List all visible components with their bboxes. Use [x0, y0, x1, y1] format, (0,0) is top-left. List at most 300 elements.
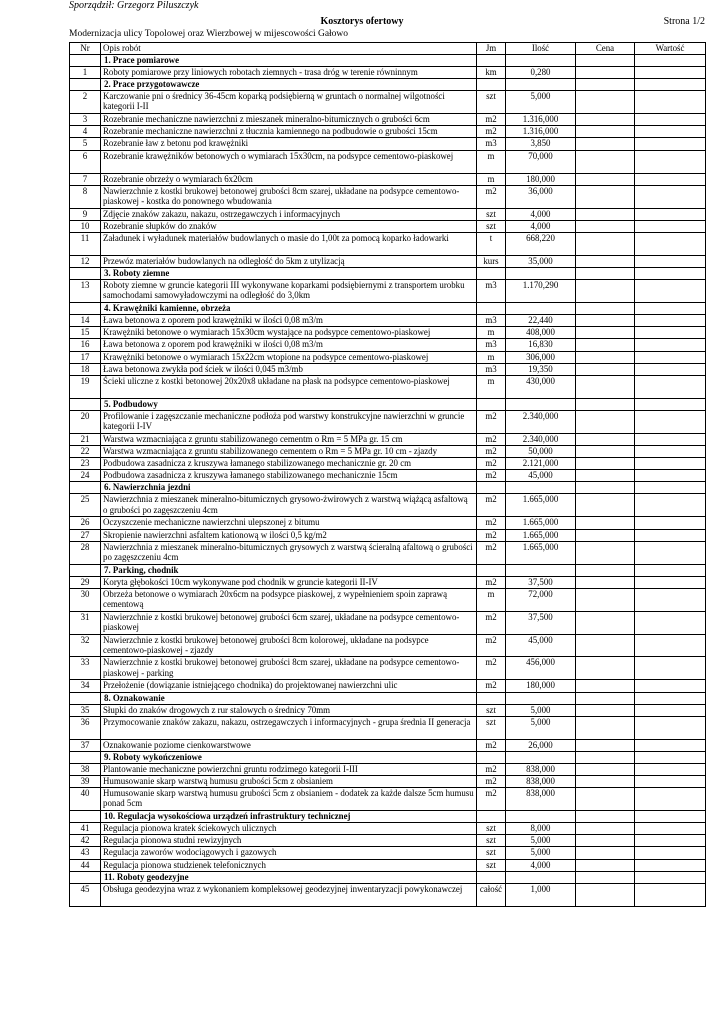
table-row: [70, 517, 706, 529]
section-jm-cell: [477, 398, 506, 410]
table-row: [70, 541, 706, 564]
row-wartosc: [635, 445, 706, 457]
row-wartosc: [635, 494, 706, 517]
row-jm: m2: [477, 470, 506, 482]
row-jm: szt: [477, 847, 506, 859]
section-title: 9. Roboty wykończeniowe: [101, 751, 477, 763]
section-ilosc-cell: [506, 692, 576, 704]
row-opis: Regulacja pionowa kratek ściekowych ulicznych: [101, 823, 477, 835]
table-row: [70, 126, 706, 138]
row-nr: 12: [70, 255, 101, 267]
row-wartosc: [635, 280, 706, 303]
table-row: [70, 470, 706, 482]
row-ilosc: 1.170,290: [506, 280, 576, 303]
row-nr: 42: [70, 835, 101, 847]
row-jm: m: [477, 375, 506, 398]
row-wartosc: [635, 433, 706, 445]
row-cena: [576, 363, 635, 375]
table-row: [70, 208, 706, 220]
row-opis: Regulacja zaworów wodociągowych i gazowych: [101, 847, 477, 859]
table-row: [70, 150, 706, 173]
row-ilosc: 45,000: [506, 470, 576, 482]
table-row: [70, 704, 706, 716]
row-nr: 36: [70, 716, 101, 739]
row-jm: m2: [477, 763, 506, 775]
table-row: [70, 375, 706, 398]
row-cena: [576, 91, 635, 114]
row-ilosc: 668,220: [506, 232, 576, 255]
row-jm: t: [477, 232, 506, 255]
row-wartosc: [635, 529, 706, 541]
row-jm: m2: [477, 410, 506, 433]
row-jm: km: [477, 67, 506, 79]
row-wartosc: [635, 220, 706, 232]
row-cena: [576, 823, 635, 835]
row-opis: Załadunek i wyładunek materiałów budowlanych o masie do 1,00t za pomocą koparko ładowarki: [101, 232, 477, 255]
row-ilosc: 19,350: [506, 363, 576, 375]
row-wartosc: [635, 704, 706, 716]
row-cena: [576, 634, 635, 657]
section-ilosc-cell: [506, 55, 576, 67]
row-cena: [576, 859, 635, 871]
row-jm: m3: [477, 363, 506, 375]
row-ilosc: 35,000: [506, 255, 576, 267]
row-nr: 34: [70, 680, 101, 692]
row-jm: m2: [477, 788, 506, 811]
row-opis: Ława betonowa zwykła pod ściek w ilości 0,045 m3/mb: [101, 363, 477, 375]
row-ilosc: 2.340,000: [506, 410, 576, 433]
row-nr: 5: [70, 138, 101, 150]
column-header-wartosc: Wartość: [635, 43, 706, 55]
row-cena: [576, 314, 635, 326]
row-opis: Zdjęcie znaków zakazu, nakazu, ostrzegawczych i informacyjnych: [101, 208, 477, 220]
section-nr-cell: [70, 482, 101, 494]
section-wartosc-cell: [635, 564, 706, 576]
row-cena: [576, 657, 635, 680]
table-row: [70, 410, 706, 433]
table-row: [70, 363, 706, 375]
row-jm: m3: [477, 280, 506, 303]
section-cena-cell: [576, 79, 635, 91]
row-nr: 19: [70, 375, 101, 398]
row-cena: [576, 529, 635, 541]
table-row: [70, 859, 706, 871]
column-header-jm: Jm: [477, 43, 506, 55]
row-cena: [576, 67, 635, 79]
row-jm: m2: [477, 529, 506, 541]
table-row: [70, 611, 706, 634]
row-wartosc: [635, 185, 706, 208]
row-nr: 20: [70, 410, 101, 433]
row-ilosc: 8,000: [506, 823, 576, 835]
row-ilosc: 180,000: [506, 680, 576, 692]
row-jm: m2: [477, 541, 506, 564]
section-ilosc-cell: [506, 482, 576, 494]
row-ilosc: 0,280: [506, 67, 576, 79]
table-row: [70, 433, 706, 445]
section-title: 10. Regulacja wysokościowa urządzeń infrastruktury technicznej: [101, 811, 477, 823]
row-wartosc: [635, 763, 706, 775]
row-opis: Roboty pomiarowe przy liniowych robotach ziemnych - trasa dróg w terenie równinnym: [101, 67, 477, 79]
section-nr-cell: [70, 79, 101, 91]
row-nr: 13: [70, 280, 101, 303]
table-row: [70, 67, 706, 79]
row-nr: 31: [70, 611, 101, 634]
row-opis: Regulacja pionowa studni rewizyjnych: [101, 835, 477, 847]
row-jm: m3: [477, 339, 506, 351]
section-cena-cell: [576, 871, 635, 883]
section-row: [70, 268, 706, 280]
table-row: [70, 588, 706, 611]
table-row: [70, 835, 706, 847]
row-jm: m2: [477, 185, 506, 208]
row-wartosc: [635, 458, 706, 470]
row-opis: Nawierzchnie z kostki brukowej betonowej grubości 8cm kolorowej, układane na podsypce cementowo-piaskowej - zjazdy: [101, 634, 477, 657]
row-jm: m2: [477, 114, 506, 126]
row-cena: [576, 138, 635, 150]
section-row: [70, 871, 706, 883]
section-ilosc-cell: [506, 79, 576, 91]
row-nr: 29: [70, 576, 101, 588]
row-cena: [576, 126, 635, 138]
page-indicator: Strona 1/2: [663, 16, 705, 27]
row-opis: Warstwa wzmacniająca z gruntu stabilizowanego cementm o Rm = 5 MPa gr. 15 cm: [101, 433, 477, 445]
row-wartosc: [635, 255, 706, 267]
table-row: [70, 232, 706, 255]
row-nr: 37: [70, 739, 101, 751]
row-opis: Słupki do znaków drogowych z rur stalowych o średnicy 70mm: [101, 704, 477, 716]
table-row: [70, 339, 706, 351]
table-row: [70, 445, 706, 457]
row-ilosc: 1.316,000: [506, 114, 576, 126]
table-row: [70, 138, 706, 150]
row-cena: [576, 255, 635, 267]
section-cena-cell: [576, 811, 635, 823]
section-jm-cell: [477, 751, 506, 763]
row-ilosc: 1.316,000: [506, 126, 576, 138]
section-wartosc-cell: [635, 751, 706, 763]
row-jm: m2: [477, 494, 506, 517]
row-cena: [576, 883, 635, 906]
row-opis: Ława betonowa z oporem pod krawężniki w ilości 0,08 m3/m: [101, 314, 477, 326]
row-cena: [576, 185, 635, 208]
row-ilosc: 456,000: [506, 657, 576, 680]
row-opis: Obsługa geodezyjna wraz z wykonaniem kompleksowej geodezyjnej inwentaryzacji powykonawczej: [101, 883, 477, 906]
row-nr: 10: [70, 220, 101, 232]
row-wartosc: [635, 232, 706, 255]
table-row: [70, 576, 706, 588]
row-wartosc: [635, 883, 706, 906]
row-opis: Humusowanie skarp warstwą humusu grubości 5cm z obsianiem: [101, 775, 477, 787]
row-nr: 15: [70, 327, 101, 339]
row-wartosc: [635, 716, 706, 739]
row-opis: Podbudowa zasadnicza z kruszywa łamanego stabilizowanego mechanicznie gr. 20 cm: [101, 458, 477, 470]
table-row: [70, 494, 706, 517]
section-ilosc-cell: [506, 302, 576, 314]
row-wartosc: [635, 339, 706, 351]
row-opis: Karczowanie pni o średnicy 36-45cm koparką podsiębierną w gruntach o normalnej wilgotności kategorii I-II: [101, 91, 477, 114]
row-nr: 7: [70, 173, 101, 185]
row-cena: [576, 339, 635, 351]
row-ilosc: 180,000: [506, 173, 576, 185]
section-cena-cell: [576, 268, 635, 280]
row-ilosc: 408,000: [506, 327, 576, 339]
row-ilosc: 838,000: [506, 775, 576, 787]
row-cena: [576, 410, 635, 433]
document-title: Kosztorys ofertowy: [320, 16, 404, 27]
row-cena: [576, 150, 635, 173]
section-wartosc-cell: [635, 55, 706, 67]
row-nr: 14: [70, 314, 101, 326]
section-row: [70, 751, 706, 763]
section-ilosc-cell: [506, 811, 576, 823]
row-nr: 21: [70, 433, 101, 445]
row-jm: m2: [477, 445, 506, 457]
row-nr: 30: [70, 588, 101, 611]
row-jm: m: [477, 327, 506, 339]
row-opis: Oznakowanie poziome cienkowarstwowe: [101, 739, 477, 751]
row-wartosc: [635, 351, 706, 363]
section-wartosc-cell: [635, 482, 706, 494]
section-nr-cell: [70, 751, 101, 763]
table-row: [70, 280, 706, 303]
row-wartosc: [635, 470, 706, 482]
row-cena: [576, 173, 635, 185]
row-jm: m: [477, 588, 506, 611]
section-jm-cell: [477, 811, 506, 823]
row-jm: m2: [477, 433, 506, 445]
row-nr: 16: [70, 339, 101, 351]
row-jm: m2: [477, 775, 506, 787]
section-row: [70, 482, 706, 494]
row-ilosc: 3,850: [506, 138, 576, 150]
row-cena: [576, 220, 635, 232]
row-nr: 27: [70, 529, 101, 541]
row-nr: 41: [70, 823, 101, 835]
row-jm: szt: [477, 91, 506, 114]
row-opis: Krawężniki betonowe o wymiarach 15x30cm wystające na podsypce cementowo-piaskowej: [101, 327, 477, 339]
row-nr: 8: [70, 185, 101, 208]
table-row: [70, 255, 706, 267]
table-row: [70, 634, 706, 657]
row-nr: 28: [70, 541, 101, 564]
row-nr: 24: [70, 470, 101, 482]
row-ilosc: 1.665,000: [506, 517, 576, 529]
row-nr: 3: [70, 114, 101, 126]
row-opis: Profilowanie i zagęszczanie mechaniczne podłoża pod warstwy konstrukcyjne nawierzchni w gruncie kategorii I-IV: [101, 410, 477, 433]
row-wartosc: [635, 327, 706, 339]
row-wartosc: [635, 859, 706, 871]
row-opis: Rozebranie słupków do znaków: [101, 220, 477, 232]
row-jm: kurs: [477, 255, 506, 267]
table-row: [70, 173, 706, 185]
row-wartosc: [635, 847, 706, 859]
row-nr: 11: [70, 232, 101, 255]
row-ilosc: 1.665,000: [506, 541, 576, 564]
section-jm-cell: [477, 871, 506, 883]
row-ilosc: 5,000: [506, 91, 576, 114]
row-jm: m2: [477, 634, 506, 657]
section-nr-cell: [70, 55, 101, 67]
row-cena: [576, 588, 635, 611]
row-nr: 44: [70, 859, 101, 871]
row-jm: szt: [477, 208, 506, 220]
table-row: [70, 680, 706, 692]
row-cena: [576, 232, 635, 255]
row-wartosc: [635, 173, 706, 185]
row-ilosc: 5,000: [506, 704, 576, 716]
table-row: [70, 351, 706, 363]
column-header-opis: Opis robót: [101, 43, 477, 55]
section-ilosc-cell: [506, 871, 576, 883]
row-nr: 40: [70, 788, 101, 811]
section-title: 7. Parking, chodnik: [101, 564, 477, 576]
row-opis: Warstwa wzmacniająca z gruntu stabilizowanego cementem o Rm = 5 MPa gr. 10 cm - zjazdy: [101, 445, 477, 457]
row-jm: m3: [477, 314, 506, 326]
row-jm: m2: [477, 576, 506, 588]
row-ilosc: 306,000: [506, 351, 576, 363]
row-opis: Regulacja pionowa studzienek telefonicznych: [101, 859, 477, 871]
row-opis: Przymocowanie znaków zakazu, nakazu, ostrzegawczych i informacyjnych - grupa średnia II generacja: [101, 716, 477, 739]
row-wartosc: [635, 541, 706, 564]
row-ilosc: 4,000: [506, 220, 576, 232]
section-cena-cell: [576, 55, 635, 67]
row-nr: 43: [70, 847, 101, 859]
row-opis: Humusowanie skarp warstwą humusu grubości 5cm z obsianiem - dodatek za każde dalsze 5cm humusu ponad 5cm: [101, 788, 477, 811]
section-title: 8. Oznakowanie: [101, 692, 477, 704]
row-wartosc: [635, 150, 706, 173]
row-cena: [576, 680, 635, 692]
table-header-row: [70, 43, 706, 55]
section-row: [70, 564, 706, 576]
row-wartosc: [635, 680, 706, 692]
row-wartosc: [635, 775, 706, 787]
column-header-cena: Cena: [576, 43, 635, 55]
row-opis: Skropienie nawierzchni asfaltem kationową w ilości 0,5 kg/m2: [101, 529, 477, 541]
row-nr: 23: [70, 458, 101, 470]
row-ilosc: 16,830: [506, 339, 576, 351]
section-jm-cell: [477, 482, 506, 494]
table-row: [70, 314, 706, 326]
row-wartosc: [635, 611, 706, 634]
row-nr: 1: [70, 67, 101, 79]
row-ilosc: 26,000: [506, 739, 576, 751]
row-jm: szt: [477, 859, 506, 871]
row-ilosc: 70,000: [506, 150, 576, 173]
section-row: [70, 811, 706, 823]
row-jm: m2: [477, 517, 506, 529]
row-cena: [576, 280, 635, 303]
row-nr: 25: [70, 494, 101, 517]
row-opis: Rozebranie mechaniczne nawierzchni z tłucznia kamiennego na podbudowie o grubości 15cm: [101, 126, 477, 138]
row-ilosc: 838,000: [506, 763, 576, 775]
row-wartosc: [635, 634, 706, 657]
section-jm-cell: [477, 79, 506, 91]
section-nr-cell: [70, 564, 101, 576]
row-nr: 4: [70, 126, 101, 138]
row-ilosc: 22,440: [506, 314, 576, 326]
table-row: [70, 775, 706, 787]
row-jm: szt: [477, 704, 506, 716]
row-opis: Nawierzchnia z mieszanek mineralno-bitumicznych grysowych z warstwą ścieralną afaltową o grubości po zagęszczeniu 4cm: [101, 541, 477, 564]
section-row: [70, 692, 706, 704]
row-nr: 17: [70, 351, 101, 363]
section-nr-cell: [70, 268, 101, 280]
row-cena: [576, 611, 635, 634]
row-nr: 32: [70, 634, 101, 657]
section-title: 3. Roboty ziemne: [101, 268, 477, 280]
row-cena: [576, 775, 635, 787]
row-wartosc: [635, 67, 706, 79]
row-wartosc: [635, 588, 706, 611]
table-row: [70, 716, 706, 739]
section-cena-cell: [576, 302, 635, 314]
section-title: 1. Prace pomiarowe: [101, 55, 477, 67]
row-opis: Plantowanie mechaniczne powierzchni gruntu rodzimego kategorii I-III: [101, 763, 477, 775]
row-jm: szt: [477, 823, 506, 835]
table-row: [70, 220, 706, 232]
row-ilosc: 72,000: [506, 588, 576, 611]
row-ilosc: 1.665,000: [506, 529, 576, 541]
section-ilosc-cell: [506, 268, 576, 280]
table-row: [70, 847, 706, 859]
row-opis: Rozebranie obrzeży o wymiarach 6x20cm: [101, 173, 477, 185]
table-row: [70, 185, 706, 208]
table-row: [70, 823, 706, 835]
row-ilosc: 5,000: [506, 835, 576, 847]
table-row: [70, 458, 706, 470]
row-cena: [576, 458, 635, 470]
section-title: 4. Krawężniki kamienne, obrzeża: [101, 302, 477, 314]
row-wartosc: [635, 657, 706, 680]
row-opis: Nawierzchnie z kostki brukowej betonowej grubości 8cm szarej, układane na podsypce cementowo-piaskowej - kostka do ponownego wbudowania: [101, 185, 477, 208]
row-opis: Nawierzchnie z kostki brukowej betonowej grubości 6cm szarej, układane na podsypce cementowo-piaskowej: [101, 611, 477, 634]
section-cena-cell: [576, 482, 635, 494]
row-jm: szt: [477, 220, 506, 232]
row-jm: m2: [477, 126, 506, 138]
section-nr-cell: [70, 871, 101, 883]
section-wartosc-cell: [635, 692, 706, 704]
table-row: [70, 327, 706, 339]
row-cena: [576, 704, 635, 716]
section-jm-cell: [477, 55, 506, 67]
row-nr: 26: [70, 517, 101, 529]
section-nr-cell: [70, 811, 101, 823]
row-wartosc: [635, 788, 706, 811]
section-ilosc-cell: [506, 564, 576, 576]
section-wartosc-cell: [635, 871, 706, 883]
section-ilosc-cell: [506, 751, 576, 763]
row-cena: [576, 494, 635, 517]
table-row: [70, 763, 706, 775]
section-jm-cell: [477, 302, 506, 314]
row-cena: [576, 835, 635, 847]
section-nr-cell: [70, 692, 101, 704]
section-cena-cell: [576, 751, 635, 763]
author-line: Sporządził: Grzegorz Piluszczyk: [69, 0, 199, 11]
cost-estimate-table: [69, 42, 706, 907]
row-cena: [576, 470, 635, 482]
table-row: [70, 739, 706, 751]
row-wartosc: [635, 363, 706, 375]
row-ilosc: 4,000: [506, 859, 576, 871]
row-cena: [576, 847, 635, 859]
section-title: 5. Podbudowy: [101, 398, 477, 410]
row-cena: [576, 208, 635, 220]
section-cena-cell: [576, 692, 635, 704]
section-wartosc-cell: [635, 398, 706, 410]
row-ilosc: 1,000: [506, 883, 576, 906]
